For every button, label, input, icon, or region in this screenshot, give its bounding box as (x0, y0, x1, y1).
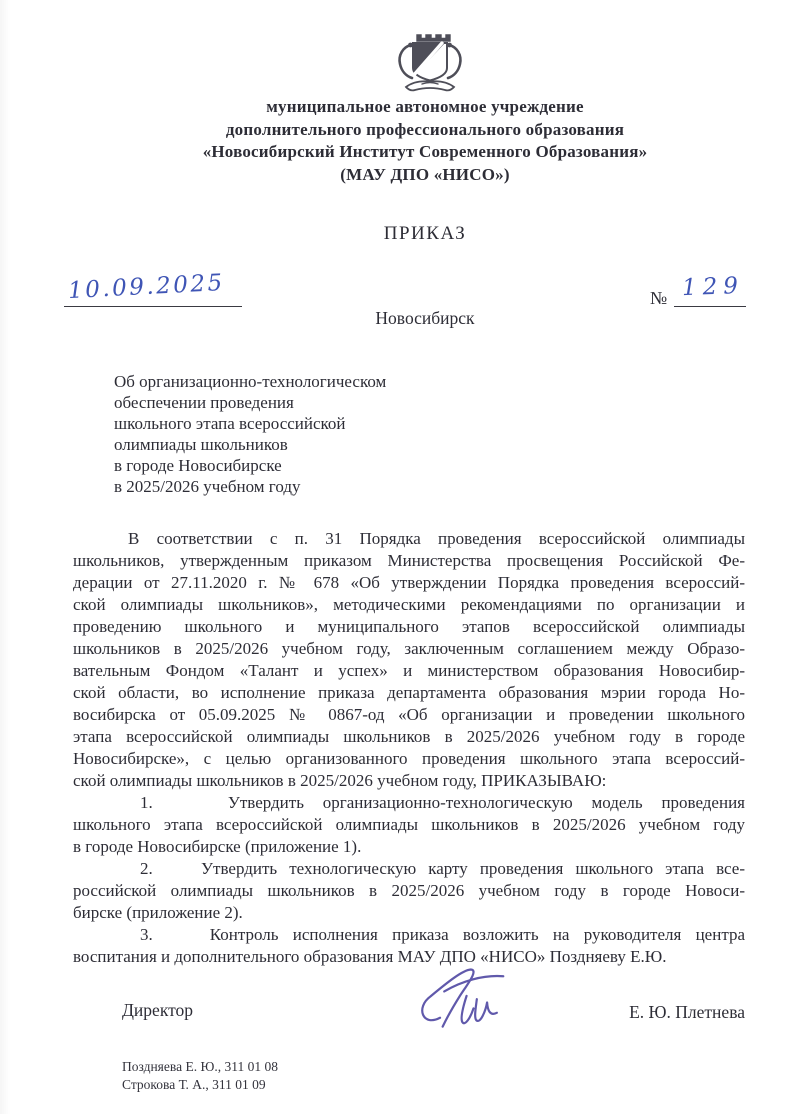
novosibirsk-coat-of-arms-icon (396, 26, 464, 96)
subject-block (114, 371, 474, 497)
number-underline (674, 272, 746, 307)
body-line: российской олимпиады школьников в 2025/2026 учебном году в городе Новоси- (73, 881, 745, 900)
org-name-line: (МАУ ДПО «НИСО») (340, 164, 510, 184)
subject-line: школьного этапа всероссийской (114, 414, 346, 433)
signer-position: Директор (122, 1000, 194, 1020)
coat-of-arms-emblem (396, 26, 464, 96)
subject-line: Об организационно-технологическом (114, 372, 387, 391)
city-label: Новосибирск (375, 308, 475, 328)
body-line: ской олимпиады школьников», методическими рекомендациями по организации и (73, 595, 745, 614)
body-line: 2. Утвердить технологическую карту проведения школьного этапа все- (140, 859, 745, 878)
org-name-line: дополнительного профессионального образования (225, 119, 625, 139)
body-line: ской области, во исполнение приказа департамента образования мэрии города Но- (73, 683, 745, 702)
body-line: проведению школьного и муниципального этапов всероссийской олимпиады (73, 617, 745, 636)
signer-name: Е. Ю. Плетнева (629, 1002, 745, 1022)
body-line: дерации от 27.11.2020 г. № 678 «Об утверждении Порядка проведения всероссий- (73, 573, 745, 592)
contact-line: Строкова Т. А., 311 01 09 (122, 1077, 266, 1092)
body-line: в городе Новосибирске (приложение 1). (73, 837, 362, 856)
order-body (73, 528, 745, 968)
contact-block (122, 1058, 278, 1094)
body-line: В соответствии с п. 31 Порядка проведения всероссийской олимпиады (128, 529, 745, 548)
letterhead (80, 96, 770, 186)
org-name-line: муниципальное автономное учреждение (266, 97, 584, 116)
body-line: ской олимпиады школьников в 2025/2026 учебном году, ПРИКАЗЫВАЮ: (73, 771, 607, 790)
handwritten-date: 10.09.2025 (67, 269, 226, 305)
subject-line: в 2025/2026 учебном году (114, 477, 301, 496)
body-line: вательным Фондом «Талант и успех» и министерством образования Новосибир- (73, 661, 745, 680)
org-name-line: «Новосибирский Институт Современного Образования» (202, 142, 648, 161)
body-line: бирске (приложение 2). (73, 903, 243, 922)
subject-line: в городе Новосибирске (114, 456, 282, 475)
body-line: школьников, утвержденным приказом Министерства просвещения Российской Фе- (73, 551, 745, 570)
body-line: восибирска от 05.09.2025 № 0867-од «Об организации и проведении школьного (73, 705, 745, 724)
handwritten-number: 129 (681, 272, 745, 302)
subject-line: обеспечении проведения (114, 393, 294, 412)
contact-line: Поздняева Е. Ю., 311 01 08 (122, 1059, 278, 1074)
body-line: 1. Утвердить организационно-технологическую модель проведения (140, 793, 745, 812)
body-line: этапа всероссийской олимпиады школьников в 2025/2026 учебном году в городе (73, 727, 745, 746)
date-field (64, 269, 242, 307)
body-line: школьного этапа всероссийской олимпиады школьников в 2025/2026 учебном году (73, 815, 745, 834)
body-line: 3. Контроль исполнения приказа возложить на руководителя центра (140, 925, 745, 944)
body-line: школьников в 2025/2026 учебном году, заключенным соглашением между Образо- (73, 639, 745, 658)
body-line: воспитания и дополнительного образования МАУ ДПО «НИСО» Поздняеву Е.Ю. (73, 947, 667, 966)
body-line: Новосибирске», с целью организованного проведения школьного этапа всероссий- (73, 749, 745, 768)
subject-line: олимпиады школьников (114, 435, 288, 454)
number-sign: № (650, 288, 668, 308)
document-title: ПРИКАЗ (383, 223, 467, 244)
